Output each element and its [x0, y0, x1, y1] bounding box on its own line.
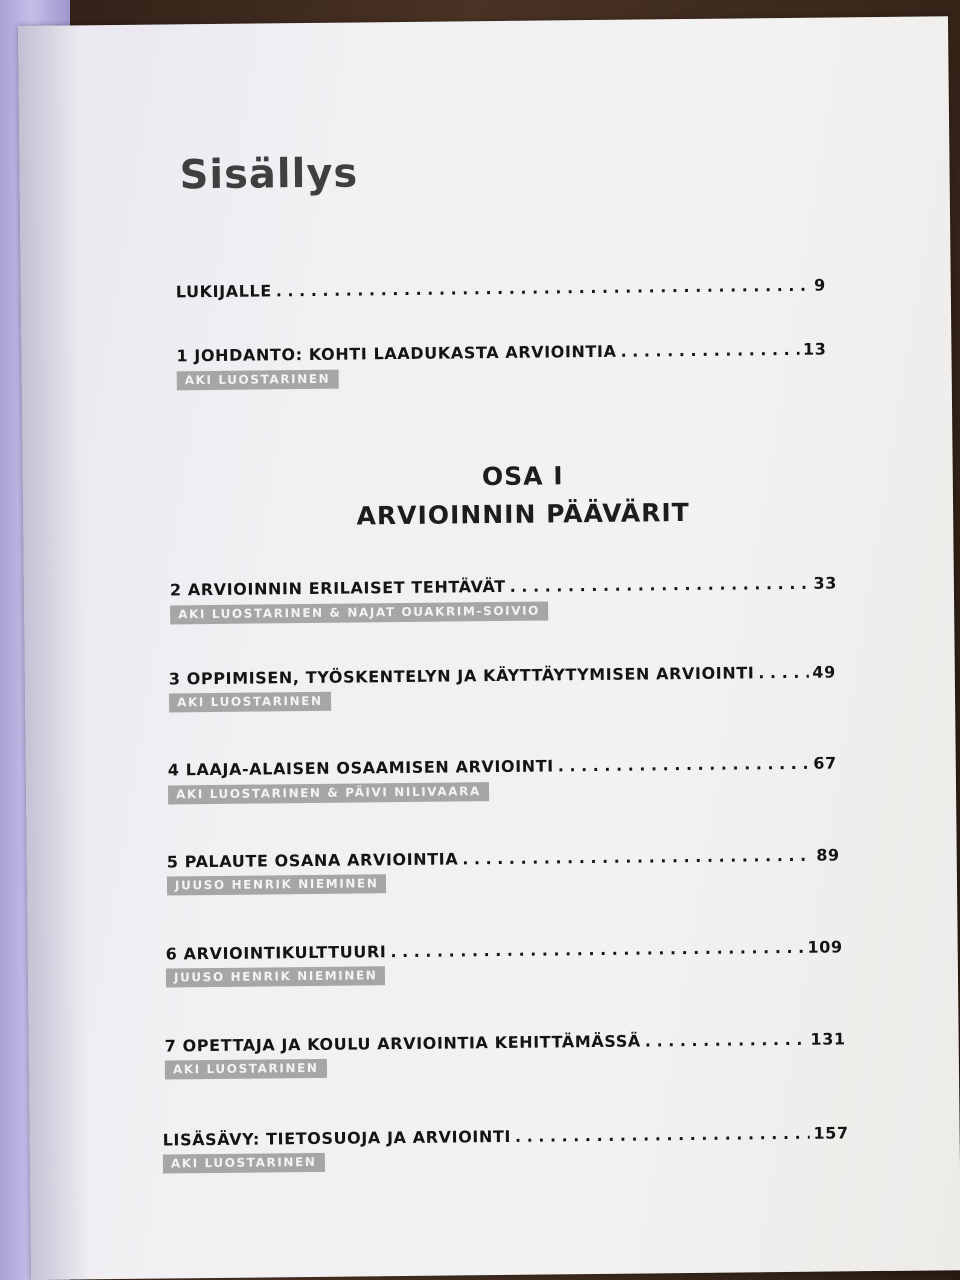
- page-title: Sisällys: [179, 150, 359, 199]
- toc-entry-chapter-3: [169, 662, 836, 688]
- toc-entry-page: 49: [812, 662, 836, 682]
- toc-entry-page: 33: [813, 573, 837, 593]
- toc-entry-chapter-5: [167, 845, 840, 871]
- book-page: [18, 16, 960, 1280]
- author-badge: AKI LUOSTARINEN & NAJAT OUAKRIM-SOIVIO: [170, 601, 548, 624]
- toc-entry-lisasavy: [163, 1123, 849, 1149]
- author-badge: AKI LUOSTARINEN: [177, 370, 339, 391]
- toc-entry-label: LISÄSÄVY: TIETOSUOJA JA ARVIOINTI: [162, 1126, 512, 1150]
- toc-entry-chapter-4: [168, 753, 837, 779]
- toc-entry-page: 157: [813, 1123, 849, 1143]
- dot-leader: [462, 846, 812, 869]
- toc-entry-page: 13: [802, 339, 827, 359]
- page-gutter-shadow: [18, 25, 91, 1280]
- toc-entry-chapter-6: [166, 937, 843, 963]
- dot-leader: [515, 1124, 810, 1146]
- author-badge: JUUSO HENRIK NIEMINEN: [166, 966, 386, 987]
- toc-entry-chapter-7: [165, 1029, 846, 1055]
- dot-leader: [276, 276, 810, 301]
- toc-entry-chapter-1: [176, 340, 826, 366]
- toc-entry-page: 89: [816, 845, 840, 865]
- dot-leader: [758, 663, 808, 683]
- toc-entry-page: 131: [810, 1029, 846, 1049]
- toc-entry-chapter-2: [170, 573, 837, 599]
- part-name: ARVIOINNIN PÄÄVÄRIT: [356, 497, 690, 531]
- author-badge: AKI LUOSTARINEN: [169, 692, 331, 713]
- author-badge: JUUSO HENRIK NIEMINEN: [167, 874, 387, 895]
- toc-entry-label: 1 JOHDANTO: KOHTI LAADUKASTA ARVIOINTIA: [176, 341, 617, 366]
- toc-entry-lukijalle: [176, 276, 826, 302]
- toc-entry-label: 7 OPETTAJA JA KOULU ARVIOINTIA KEHITTÄMÄSSÄ: [164, 1031, 641, 1056]
- part-number: OSA I: [481, 461, 564, 492]
- toc-entry-label: 2 ARVIOINNIN ERILAISET TEHTÄVÄT: [169, 576, 506, 600]
- toc-entry-page: 9: [813, 275, 826, 295]
- toc-entry-label: 6 ARVIOINTIKULTTUURI: [165, 942, 387, 964]
- dot-leader: [510, 574, 810, 596]
- toc-entry-label: 3 OPPIMISEN, TYÖSKENTELYN JA KÄYTTÄYTYMISEN ARVIOINTI: [168, 663, 755, 689]
- dot-leader: [390, 938, 803, 961]
- author-badge: AKI LUOSTARINEN: [165, 1059, 327, 1080]
- toc-entry-page: 109: [807, 937, 843, 957]
- author-badge: AKI LUOSTARINEN: [163, 1153, 325, 1174]
- toc-entry-label: LUKIJALLE: [175, 281, 272, 302]
- dot-leader: [645, 1030, 807, 1051]
- dot-leader: [558, 754, 810, 776]
- toc-entry-label: 5 PALAUTE OSANA ARVIOINTIA: [166, 849, 459, 872]
- toc-entry-page: 67: [813, 753, 837, 773]
- dot-leader: [620, 340, 799, 361]
- toc-entry-label: 4 LAAJA-ALAISEN OSAAMISEN ARVIOINTI: [167, 756, 554, 780]
- author-badge: AKI LUOSTARINEN & PÄIVI NILIVAARA: [168, 782, 489, 804]
